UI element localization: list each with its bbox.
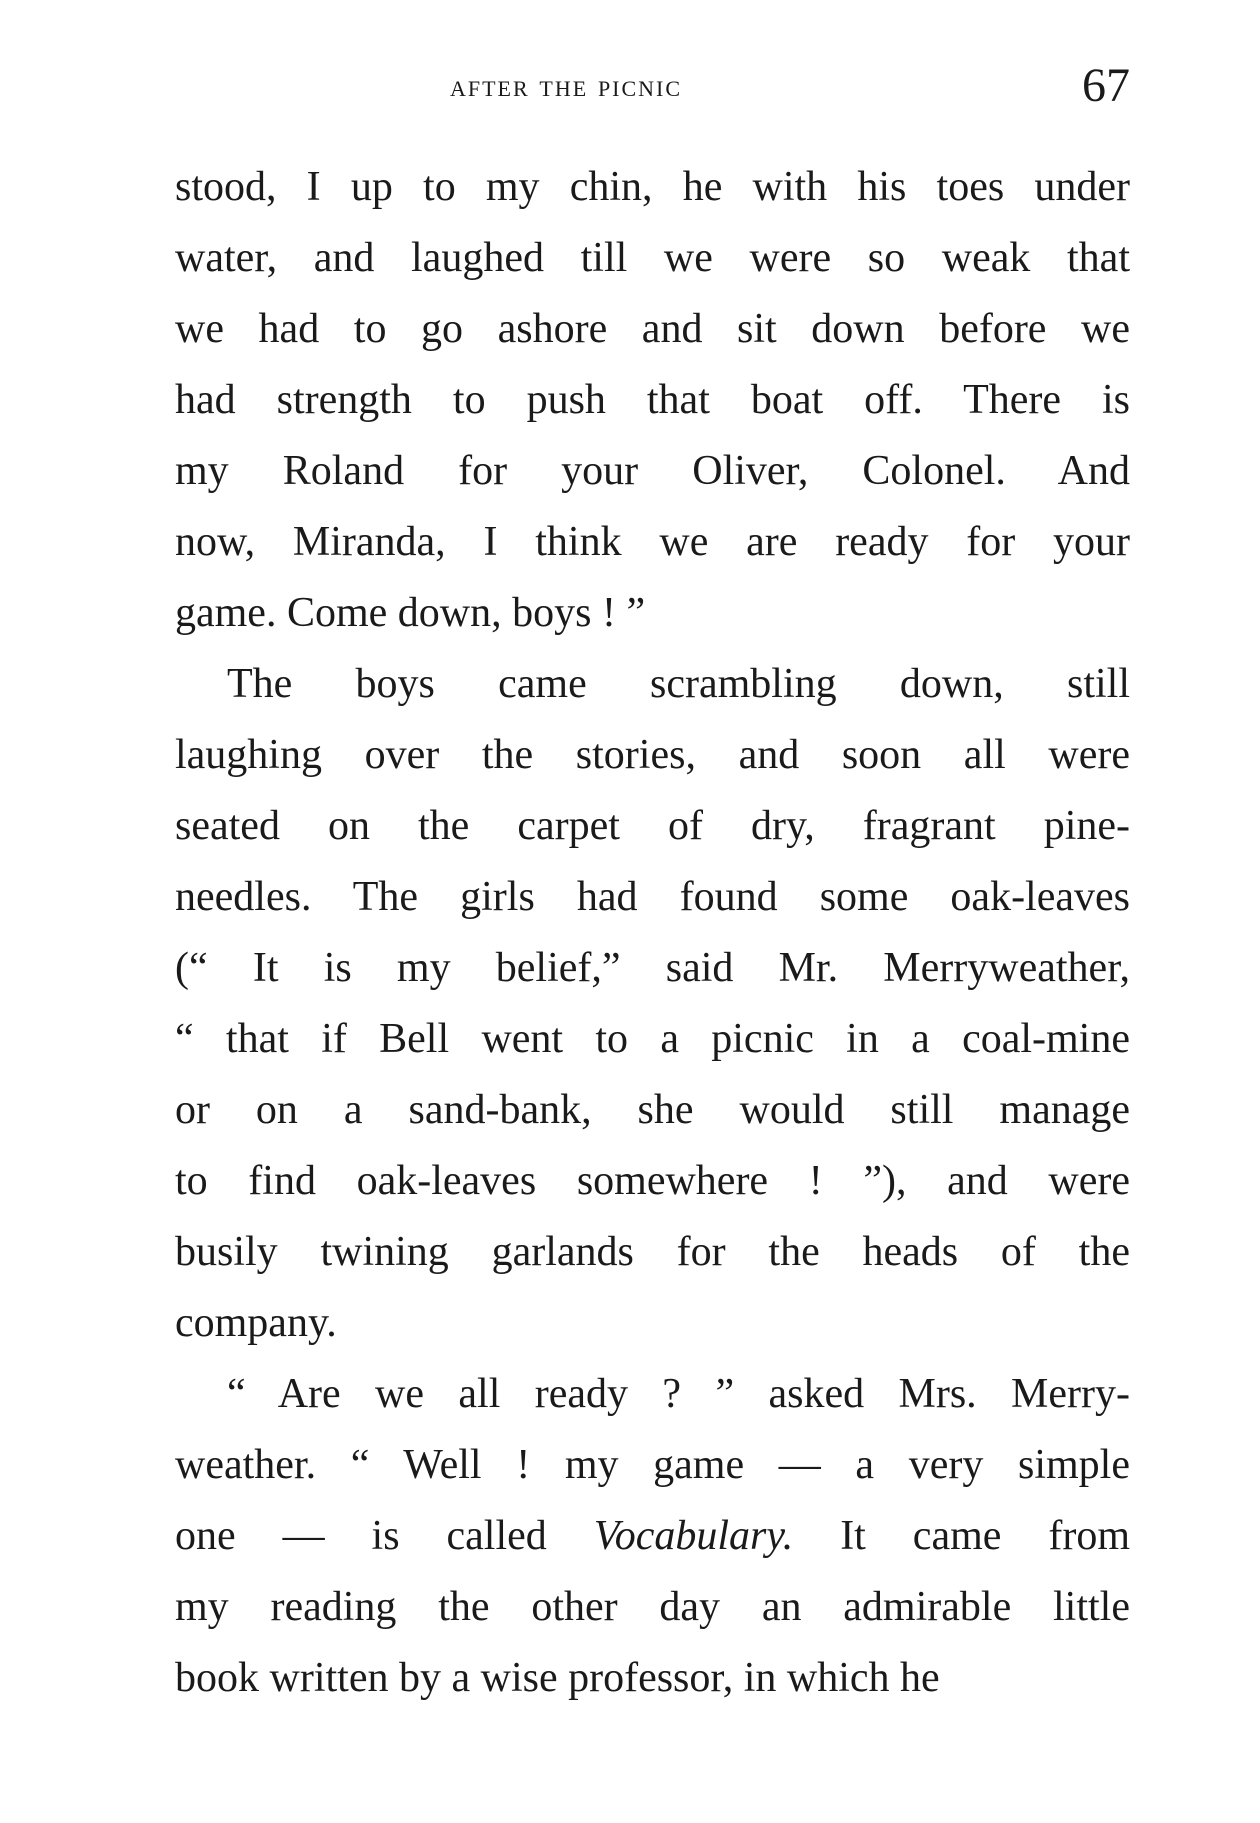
body-text: [175, 152, 1130, 1714]
text-line: seated on the carpet of dry, fragrant pine-: [175, 803, 1130, 849]
text-segment: It came from: [793, 1513, 1130, 1559]
text-line: game. Come down, boys ! ”: [175, 590, 646, 636]
paragraph-1: [175, 152, 1130, 649]
paragraph-2: [175, 649, 1130, 1359]
running-title: after the picnic: [450, 68, 683, 103]
text-line: (“ It is my belief,” said Mr. Merryweather,: [175, 945, 1130, 991]
text-line: book written by a wise professor, in which he: [175, 1655, 940, 1701]
text-line: or on a sand-bank, she would still manage: [175, 1087, 1130, 1133]
text-line: needles. The girls had found some oak-leaves: [175, 874, 1130, 920]
text-line-with-italic: [175, 1501, 1130, 1572]
text-segment: one — is called: [175, 1513, 594, 1559]
text-line: “ Are we all ready ? ” asked Mrs. Merry-: [227, 1371, 1130, 1417]
text-line: stood, I up to my chin, he with his toes under: [175, 164, 1130, 210]
text-line: my Roland for your Oliver, Colonel. And: [175, 448, 1130, 494]
running-head: [175, 58, 1130, 118]
text-line: we had to go ashore and sit down before we: [175, 306, 1130, 352]
italic-term: Vocabulary.: [593, 1513, 794, 1559]
text-line: laughing over the stories, and soon all were: [175, 732, 1130, 778]
text-line: weather. “ Well ! my game — a very simple: [175, 1442, 1130, 1488]
text-line: to find oak-leaves somewhere ! ”), and were: [175, 1158, 1130, 1204]
page-number: 67: [1082, 59, 1130, 112]
paragraph-3: [175, 1359, 1130, 1714]
text-line: now, Miranda, I think we are ready for your: [175, 519, 1130, 565]
text-line: busily twining garlands for the heads of the: [175, 1229, 1130, 1275]
text-line: company.: [175, 1300, 337, 1346]
text-line: my reading the other day an admirable little: [175, 1584, 1130, 1630]
text-line: The boys came scrambling down, still: [227, 661, 1130, 707]
text-line: water, and laughed till we were so weak that: [175, 235, 1130, 281]
text-line: had strength to push that boat off. There is: [175, 377, 1130, 423]
text-line: “ that if Bell went to a picnic in a coal-mine: [175, 1016, 1130, 1062]
